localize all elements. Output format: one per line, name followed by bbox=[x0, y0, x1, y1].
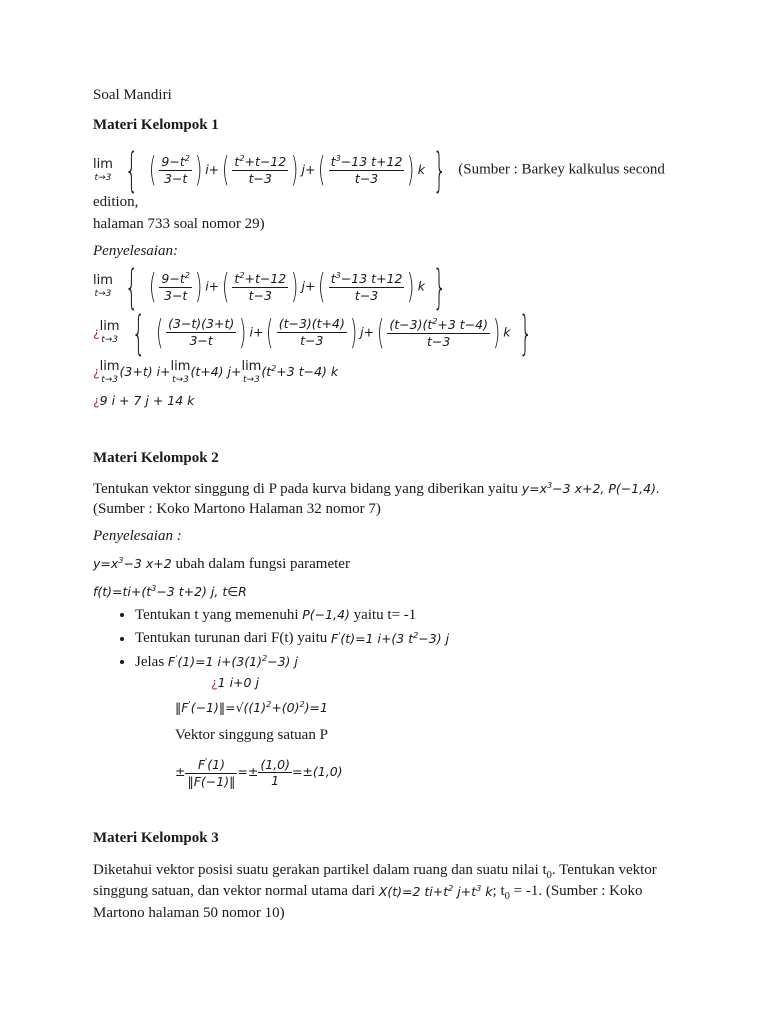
section-3-problem: Diketahui vektor posisi suatu gerakan partikel dalam ruang dan suatu nilai $t_0$. Tentukan vektor singgung satuan, dan vektor normal utama dari X(t)=2 $ti+t^2$ $j+t^3$ k; $t_0 = -1$. (Sumber : Koko Martono halaman 50 nomor 10) bbox=[93, 861, 657, 922]
bullet-2: • Tentukan turunan dari F(t) yaitu F'(t)=1 i+(3 $t^2-3$) j bbox=[135, 629, 713, 649]
param-text: ubah dalam fungsi parameter bbox=[175, 556, 350, 573]
bullet-1: • Tentukan t yang memenuhi P(−1,4) yaitu t= -1 bbox=[135, 606, 713, 626]
section-2-problem-text: Tentukan vektor singgung di P pada kurva bidang yang diberikan yaitu bbox=[93, 481, 518, 498]
unit-vector-result: ± $\frac{F'(1)}{‖F(-1)‖}$ =± $\frac{(1,0)}{1}$ =±(1,0) bbox=[175, 755, 343, 789]
solution-step-3: ¿lim t→3 (3+t) i+lim t→3 (t+4) j+lim t→3 ($t^2+3$ t−4) k bbox=[93, 358, 339, 385]
section-1-solution-label: Penyelesaian: bbox=[93, 243, 178, 259]
solution-step-4-text: 9 i + 7 j + 14 k bbox=[99, 392, 195, 408]
derivative-result: ¿1 i+0 j bbox=[211, 674, 259, 690]
section-1-source-cont: halaman 733 soal nomor 29) bbox=[93, 215, 265, 232]
solution-step-2: ¿lim t→3 { ( $\frac{(3-t)(3+t)}{3-t}$ ) i+( $\frac{(t-3)(t+4)}{t-3}$ ) j+( $\frac{(t-3)(t^2+3 t-4)}{t-3}$ ) k } bbox=[93, 305, 532, 360]
section-2-bullets bbox=[93, 606, 713, 673]
unit-vector-label: Vektor singgung satuan P bbox=[175, 727, 328, 744]
section-1-source: (Sumber : Barkey kalkulus second edition, bbox=[93, 161, 665, 210]
document-page bbox=[93, 86, 713, 924]
norm-line: $‖F'(-1)‖=√((1)^2+(0)^2)=1$ bbox=[175, 699, 328, 716]
solution-step-1: lim t→3 { ( $\frac{9-t^2}{3-t}$ ) i+( $\frac{t^2+t-12}{t-3}$ ) j+( $\frac{t^3-13 t+12}{t-3}$ ) k } bbox=[93, 259, 447, 314]
section-1-problem bbox=[93, 143, 713, 213]
solution-step-4: ¿9 i + 7 j + 14 k bbox=[93, 392, 195, 408]
limit-expression: lim t→3 { ( $\frac{9-t^2}{3-t}$ ) i+( $\frac{t^2+t-12}{t-3}$ ) j+( $\frac{t^3-13 t+12}{t-3}$ ) k } bbox=[93, 143, 447, 197]
section-2-param-func: $f(t)=ti+(t^3-3$ t+2) j, t∈R bbox=[93, 582, 247, 599]
section-3-heading: Materi Kelompok 3 bbox=[93, 830, 219, 847]
section-2-param-line: $y=x^3-3$ x+2 ubah dalam fungsi parameter bbox=[93, 554, 350, 573]
section-2-solution-label: Penyelesaian : bbox=[93, 528, 182, 545]
section-1-heading: Materi Kelompok 1 bbox=[93, 116, 219, 133]
section-2-heading: Materi Kelompok 2 bbox=[93, 449, 219, 466]
section-2-source: (Sumber : Koko Martono Halaman 32 nomor 7) bbox=[93, 500, 381, 517]
bullet-3: • Jelas F'(1)=1 $i+(3(1)^2-3)$ j bbox=[135, 653, 713, 673]
document-title: Soal Mandiri bbox=[93, 87, 172, 103]
section-2-problem: Tentukan vektor singgung di P pada kurva bidang yang diberikan yaitu $y=x^3-3$ x+2, P(−1,4). bbox=[93, 480, 660, 498]
